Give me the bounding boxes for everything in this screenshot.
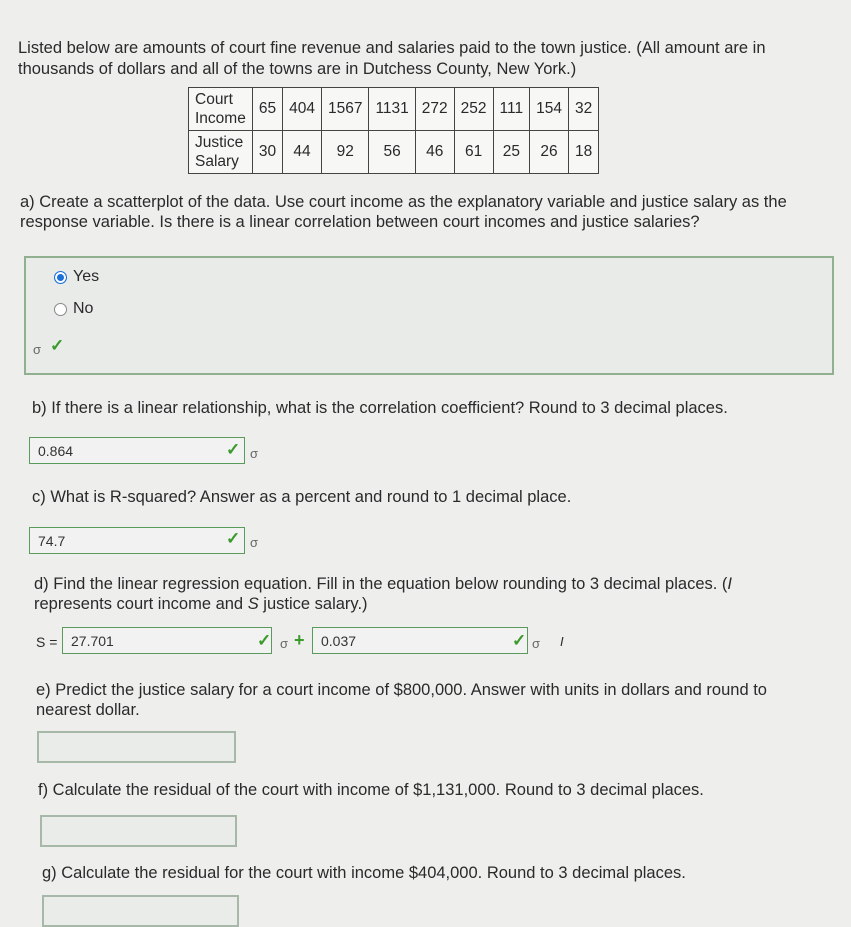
radio-icon[interactable] (54, 303, 67, 316)
cell: 1131 (369, 88, 415, 131)
cell: 272 (415, 88, 454, 131)
table-row (189, 88, 599, 131)
cell: 61 (454, 131, 493, 174)
answer-c-input[interactable]: 74.7 (29, 527, 245, 554)
answer-f-input[interactable] (40, 815, 237, 847)
sigma-tool-icon[interactable]: σ (280, 636, 289, 651)
sigma-tool-icon[interactable]: σ (532, 636, 541, 651)
cell: 111 (493, 88, 530, 131)
cell: 252 (454, 88, 493, 131)
option-no[interactable] (54, 300, 93, 318)
row-label-court-income: Court Income (189, 88, 253, 131)
question-c: c) What is R-squared? Answer as a percent and round to 1 decimal place. (32, 488, 572, 506)
answer-e-input[interactable] (37, 731, 236, 763)
check-icon: ✓ (257, 631, 272, 650)
question-e: e) Predict the justice salary for a court income of $800,000. Answer with units in dollars and round to nearest dollar. (36, 681, 767, 719)
table-row (189, 131, 599, 174)
option-yes[interactable] (54, 268, 99, 286)
question-g: g) Calculate the residual for the court with income $404,000. Round to 3 decimal places. (42, 864, 686, 882)
intro-text: Listed below are amounts of court fine revenue and salaries paid to the town justice. (All amount are in thousands of dollars and all of the towns are in Dutchess County, New York.) (18, 39, 766, 78)
question-d: d) Find the linear regression equation. Fill in the equation below rounding to 3 decimal places. (I represents court income and S justice salary.) (34, 575, 732, 613)
option-label: No (73, 300, 94, 317)
cell: 65 (252, 88, 282, 131)
answer-panel-a (24, 256, 834, 375)
slope-input[interactable]: 0.037 (312, 627, 528, 654)
equation-prefix: S = (36, 634, 58, 650)
plus-sign: + (294, 630, 305, 650)
cell: 92 (321, 131, 368, 174)
cell: 30 (252, 131, 282, 174)
check-icon: ✓ (512, 631, 527, 650)
cell: 44 (283, 131, 322, 174)
equation-variable: I (560, 634, 564, 649)
row-label-justice-salary: Justice Salary (189, 131, 253, 174)
sigma-tool-icon[interactable]: σ (250, 446, 259, 461)
intercept-input[interactable]: 27.701 (62, 627, 272, 654)
data-table (188, 87, 599, 174)
check-icon: ✓ (50, 336, 65, 355)
cell: 56 (369, 131, 415, 174)
option-label: Yes (73, 268, 100, 285)
cell: 25 (493, 131, 530, 174)
sigma-tool-icon[interactable]: σ (33, 342, 42, 357)
check-icon: ✓ (226, 529, 241, 548)
question-b: b) If there is a linear relationship, what is the correlation coefficient? Round to 3 decimal places. (32, 399, 728, 417)
cell: 154 (530, 88, 569, 131)
answer-b-input[interactable]: 0.864 (29, 437, 245, 464)
cell: 32 (568, 88, 598, 131)
answer-g-input[interactable] (42, 895, 239, 927)
check-icon: ✓ (226, 440, 241, 459)
cell: 404 (283, 88, 322, 131)
question-a: a) Create a scatterplot of the data. Use court income as the explanatory variable and justice salary as the response variable. Is there is a linear correlation between court incomes and justice salaries? (20, 193, 787, 231)
cell: 18 (568, 131, 598, 174)
cell: 1567 (321, 88, 368, 131)
question-f: f) Calculate the residual of the court with income of $1,131,000. Round to 3 decimal places. (38, 781, 704, 799)
cell: 46 (415, 131, 454, 174)
cell: 26 (530, 131, 569, 174)
radio-selected-icon[interactable] (54, 271, 67, 284)
sigma-tool-icon[interactable]: σ (250, 535, 259, 550)
